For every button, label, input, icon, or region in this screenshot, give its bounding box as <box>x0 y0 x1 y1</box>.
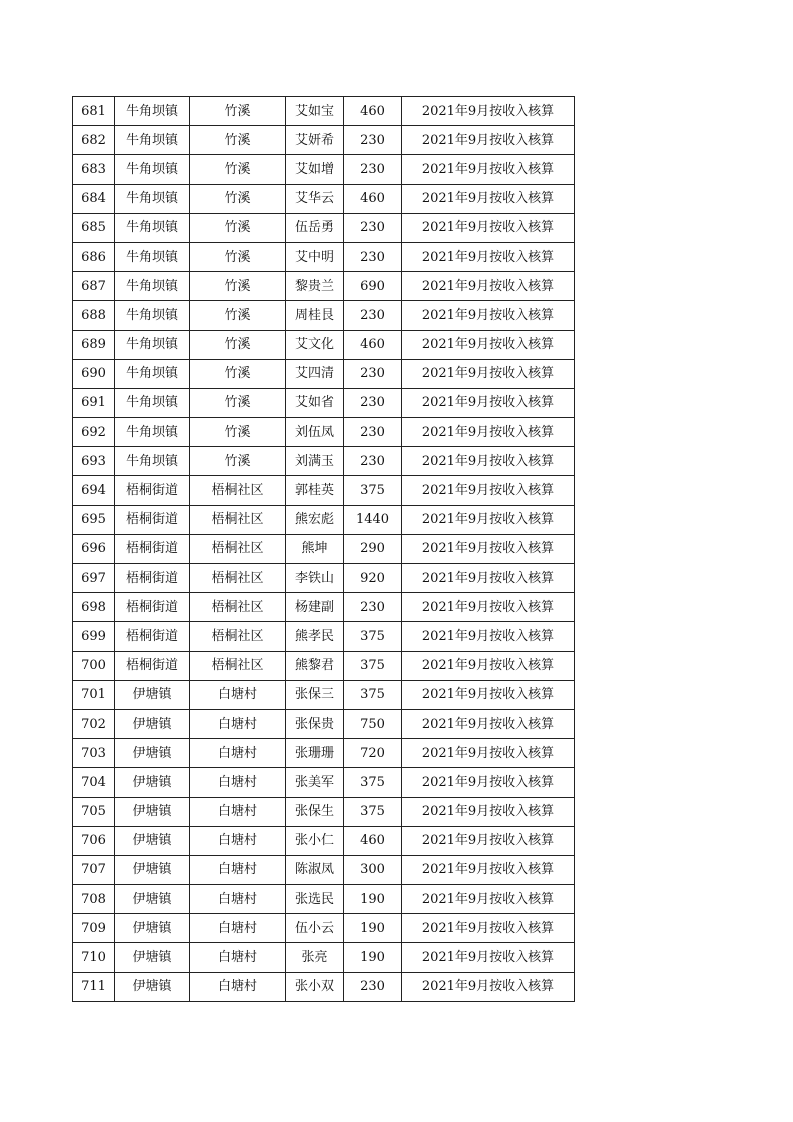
village-cell: 竹溪 <box>190 388 286 417</box>
row-number-cell: 702 <box>73 709 115 738</box>
town-cell: 伊塘镇 <box>115 709 190 738</box>
town-cell: 伊塘镇 <box>115 855 190 884</box>
amount-cell: 230 <box>344 213 402 242</box>
village-cell: 竹溪 <box>190 213 286 242</box>
amount-cell: 190 <box>344 914 402 943</box>
village-cell: 梧桐社区 <box>190 476 286 505</box>
table-row <box>73 768 575 797</box>
row-number-cell: 682 <box>73 126 115 155</box>
amount-cell: 230 <box>344 301 402 330</box>
table-row <box>73 330 575 359</box>
name-cell: 张珊珊 <box>286 739 344 768</box>
table-row <box>73 272 575 301</box>
name-cell: 刘满玉 <box>286 447 344 476</box>
name-cell: 熊宏彪 <box>286 505 344 534</box>
amount-cell: 190 <box>344 885 402 914</box>
town-cell: 牛角坝镇 <box>115 242 190 271</box>
amount-cell: 375 <box>344 768 402 797</box>
table-row <box>73 505 575 534</box>
note-cell: 2021年9月按收入核算 <box>402 184 575 213</box>
name-cell: 艾文化 <box>286 330 344 359</box>
town-cell: 牛角坝镇 <box>115 213 190 242</box>
data-table <box>72 96 575 1002</box>
town-cell: 牛角坝镇 <box>115 388 190 417</box>
note-cell: 2021年9月按收入核算 <box>402 709 575 738</box>
name-cell: 伍岳勇 <box>286 213 344 242</box>
table-row <box>73 534 575 563</box>
note-cell: 2021年9月按收入核算 <box>402 797 575 826</box>
table-row <box>73 447 575 476</box>
town-cell: 梧桐街道 <box>115 622 190 651</box>
amount-cell: 690 <box>344 272 402 301</box>
row-number-cell: 690 <box>73 359 115 388</box>
table-row <box>73 739 575 768</box>
name-cell: 张保三 <box>286 680 344 709</box>
row-number-cell: 695 <box>73 505 115 534</box>
town-cell: 牛角坝镇 <box>115 126 190 155</box>
amount-cell: 720 <box>344 739 402 768</box>
town-cell: 伊塘镇 <box>115 680 190 709</box>
row-number-cell: 697 <box>73 564 115 593</box>
town-cell: 梧桐街道 <box>115 534 190 563</box>
town-cell: 牛角坝镇 <box>115 447 190 476</box>
town-cell: 梧桐街道 <box>115 651 190 680</box>
name-cell: 熊黎君 <box>286 651 344 680</box>
row-number-cell: 699 <box>73 622 115 651</box>
table-row <box>73 826 575 855</box>
table-row <box>73 885 575 914</box>
row-number-cell: 683 <box>73 155 115 184</box>
name-cell: 张保生 <box>286 797 344 826</box>
amount-cell: 920 <box>344 564 402 593</box>
note-cell: 2021年9月按收入核算 <box>402 213 575 242</box>
note-cell: 2021年9月按收入核算 <box>402 943 575 972</box>
table-row <box>73 622 575 651</box>
name-cell: 艾如增 <box>286 155 344 184</box>
table-row <box>73 242 575 271</box>
row-number-cell: 684 <box>73 184 115 213</box>
village-cell: 竹溪 <box>190 155 286 184</box>
amount-cell: 230 <box>344 388 402 417</box>
row-number-cell: 691 <box>73 388 115 417</box>
note-cell: 2021年9月按收入核算 <box>402 301 575 330</box>
amount-cell: 230 <box>344 972 402 1001</box>
name-cell: 艾如省 <box>286 388 344 417</box>
village-cell: 白塘村 <box>190 914 286 943</box>
table-row <box>73 651 575 680</box>
table-row <box>73 680 575 709</box>
table-row <box>73 972 575 1001</box>
town-cell: 伊塘镇 <box>115 972 190 1001</box>
note-cell: 2021年9月按收入核算 <box>402 855 575 884</box>
note-cell: 2021年9月按收入核算 <box>402 593 575 622</box>
name-cell: 艾四清 <box>286 359 344 388</box>
row-number-cell: 705 <box>73 797 115 826</box>
town-cell: 伊塘镇 <box>115 797 190 826</box>
town-cell: 伊塘镇 <box>115 768 190 797</box>
table-row <box>73 564 575 593</box>
row-number-cell: 693 <box>73 447 115 476</box>
town-cell: 牛角坝镇 <box>115 272 190 301</box>
amount-cell: 375 <box>344 476 402 505</box>
village-cell: 白塘村 <box>190 768 286 797</box>
note-cell: 2021年9月按收入核算 <box>402 564 575 593</box>
village-cell: 竹溪 <box>190 242 286 271</box>
village-cell: 竹溪 <box>190 126 286 155</box>
village-cell: 竹溪 <box>190 97 286 126</box>
amount-cell: 375 <box>344 622 402 651</box>
table-row <box>73 97 575 126</box>
amount-cell: 375 <box>344 680 402 709</box>
amount-cell: 460 <box>344 826 402 855</box>
table-row <box>73 418 575 447</box>
name-cell: 艾华云 <box>286 184 344 213</box>
note-cell: 2021年9月按收入核算 <box>402 126 575 155</box>
row-number-cell: 689 <box>73 330 115 359</box>
amount-cell: 375 <box>344 797 402 826</box>
town-cell: 牛角坝镇 <box>115 155 190 184</box>
table-row <box>73 184 575 213</box>
row-number-cell: 700 <box>73 651 115 680</box>
row-number-cell: 687 <box>73 272 115 301</box>
note-cell: 2021年9月按收入核算 <box>402 242 575 271</box>
name-cell: 张保贵 <box>286 709 344 738</box>
table-row <box>73 476 575 505</box>
village-cell: 竹溪 <box>190 418 286 447</box>
row-number-cell: 709 <box>73 914 115 943</box>
table-row <box>73 126 575 155</box>
amount-cell: 230 <box>344 593 402 622</box>
note-cell: 2021年9月按收入核算 <box>402 651 575 680</box>
town-cell: 梧桐街道 <box>115 593 190 622</box>
table-row <box>73 301 575 330</box>
table-row <box>73 593 575 622</box>
note-cell: 2021年9月按收入核算 <box>402 739 575 768</box>
town-cell: 梧桐街道 <box>115 505 190 534</box>
row-number-cell: 688 <box>73 301 115 330</box>
name-cell: 熊孝民 <box>286 622 344 651</box>
town-cell: 伊塘镇 <box>115 739 190 768</box>
name-cell: 李铁山 <box>286 564 344 593</box>
name-cell: 伍小云 <box>286 914 344 943</box>
village-cell: 白塘村 <box>190 855 286 884</box>
note-cell: 2021年9月按收入核算 <box>402 447 575 476</box>
table-row <box>73 709 575 738</box>
village-cell: 白塘村 <box>190 972 286 1001</box>
name-cell: 黎贵兰 <box>286 272 344 301</box>
note-cell: 2021年9月按收入核算 <box>402 972 575 1001</box>
amount-cell: 460 <box>344 184 402 213</box>
name-cell: 张亮 <box>286 943 344 972</box>
note-cell: 2021年9月按收入核算 <box>402 359 575 388</box>
village-cell: 白塘村 <box>190 709 286 738</box>
town-cell: 梧桐街道 <box>115 476 190 505</box>
town-cell: 牛角坝镇 <box>115 418 190 447</box>
amount-cell: 230 <box>344 155 402 184</box>
name-cell: 刘伍凤 <box>286 418 344 447</box>
amount-cell: 230 <box>344 359 402 388</box>
amount-cell: 190 <box>344 943 402 972</box>
table-row <box>73 155 575 184</box>
row-number-cell: 711 <box>73 972 115 1001</box>
table-row <box>73 797 575 826</box>
name-cell: 张小仁 <box>286 826 344 855</box>
village-cell: 白塘村 <box>190 826 286 855</box>
row-number-cell: 686 <box>73 242 115 271</box>
table-row <box>73 213 575 242</box>
amount-cell: 230 <box>344 418 402 447</box>
name-cell: 张小双 <box>286 972 344 1001</box>
row-number-cell: 685 <box>73 213 115 242</box>
village-cell: 竹溪 <box>190 359 286 388</box>
town-cell: 牛角坝镇 <box>115 97 190 126</box>
amount-cell: 230 <box>344 126 402 155</box>
note-cell: 2021年9月按收入核算 <box>402 826 575 855</box>
name-cell: 杨建副 <box>286 593 344 622</box>
village-cell: 梧桐社区 <box>190 593 286 622</box>
note-cell: 2021年9月按收入核算 <box>402 330 575 359</box>
amount-cell: 230 <box>344 447 402 476</box>
town-cell: 牛角坝镇 <box>115 184 190 213</box>
note-cell: 2021年9月按收入核算 <box>402 418 575 447</box>
village-cell: 梧桐社区 <box>190 505 286 534</box>
village-cell: 竹溪 <box>190 447 286 476</box>
row-number-cell: 708 <box>73 885 115 914</box>
table-body <box>73 97 575 1002</box>
table-row <box>73 943 575 972</box>
town-cell: 梧桐街道 <box>115 564 190 593</box>
village-cell: 白塘村 <box>190 943 286 972</box>
note-cell: 2021年9月按收入核算 <box>402 97 575 126</box>
note-cell: 2021年9月按收入核算 <box>402 534 575 563</box>
amount-cell: 230 <box>344 242 402 271</box>
note-cell: 2021年9月按收入核算 <box>402 476 575 505</box>
amount-cell: 290 <box>344 534 402 563</box>
note-cell: 2021年9月按收入核算 <box>402 768 575 797</box>
row-number-cell: 698 <box>73 593 115 622</box>
name-cell: 周桂艮 <box>286 301 344 330</box>
town-cell: 伊塘镇 <box>115 943 190 972</box>
table-row <box>73 359 575 388</box>
village-cell: 梧桐社区 <box>190 651 286 680</box>
note-cell: 2021年9月按收入核算 <box>402 914 575 943</box>
town-cell: 牛角坝镇 <box>115 330 190 359</box>
name-cell: 熊坤 <box>286 534 344 563</box>
row-number-cell: 694 <box>73 476 115 505</box>
town-cell: 伊塘镇 <box>115 826 190 855</box>
note-cell: 2021年9月按收入核算 <box>402 680 575 709</box>
amount-cell: 460 <box>344 97 402 126</box>
town-cell: 伊塘镇 <box>115 914 190 943</box>
name-cell: 郭桂英 <box>286 476 344 505</box>
village-cell: 梧桐社区 <box>190 622 286 651</box>
row-number-cell: 704 <box>73 768 115 797</box>
town-cell: 牛角坝镇 <box>115 301 190 330</box>
village-cell: 竹溪 <box>190 184 286 213</box>
row-number-cell: 706 <box>73 826 115 855</box>
row-number-cell: 703 <box>73 739 115 768</box>
village-cell: 竹溪 <box>190 301 286 330</box>
name-cell: 艾如宝 <box>286 97 344 126</box>
note-cell: 2021年9月按收入核算 <box>402 505 575 534</box>
amount-cell: 460 <box>344 330 402 359</box>
village-cell: 白塘村 <box>190 797 286 826</box>
row-number-cell: 696 <box>73 534 115 563</box>
row-number-cell: 710 <box>73 943 115 972</box>
note-cell: 2021年9月按收入核算 <box>402 272 575 301</box>
village-cell: 白塘村 <box>190 885 286 914</box>
village-cell: 梧桐社区 <box>190 564 286 593</box>
note-cell: 2021年9月按收入核算 <box>402 155 575 184</box>
note-cell: 2021年9月按收入核算 <box>402 622 575 651</box>
village-cell: 竹溪 <box>190 330 286 359</box>
name-cell: 张选民 <box>286 885 344 914</box>
note-cell: 2021年9月按收入核算 <box>402 388 575 417</box>
name-cell: 艾中明 <box>286 242 344 271</box>
town-cell: 牛角坝镇 <box>115 359 190 388</box>
note-cell: 2021年9月按收入核算 <box>402 885 575 914</box>
table-row <box>73 388 575 417</box>
name-cell: 陈淑凤 <box>286 855 344 884</box>
town-cell: 伊塘镇 <box>115 885 190 914</box>
village-cell: 竹溪 <box>190 272 286 301</box>
name-cell: 艾妍希 <box>286 126 344 155</box>
table-row <box>73 914 575 943</box>
row-number-cell: 707 <box>73 855 115 884</box>
table-row <box>73 855 575 884</box>
village-cell: 白塘村 <box>190 739 286 768</box>
amount-cell: 375 <box>344 651 402 680</box>
amount-cell: 1440 <box>344 505 402 534</box>
row-number-cell: 681 <box>73 97 115 126</box>
village-cell: 白塘村 <box>190 680 286 709</box>
row-number-cell: 701 <box>73 680 115 709</box>
amount-cell: 750 <box>344 709 402 738</box>
amount-cell: 300 <box>344 855 402 884</box>
row-number-cell: 692 <box>73 418 115 447</box>
village-cell: 梧桐社区 <box>190 534 286 563</box>
name-cell: 张美军 <box>286 768 344 797</box>
